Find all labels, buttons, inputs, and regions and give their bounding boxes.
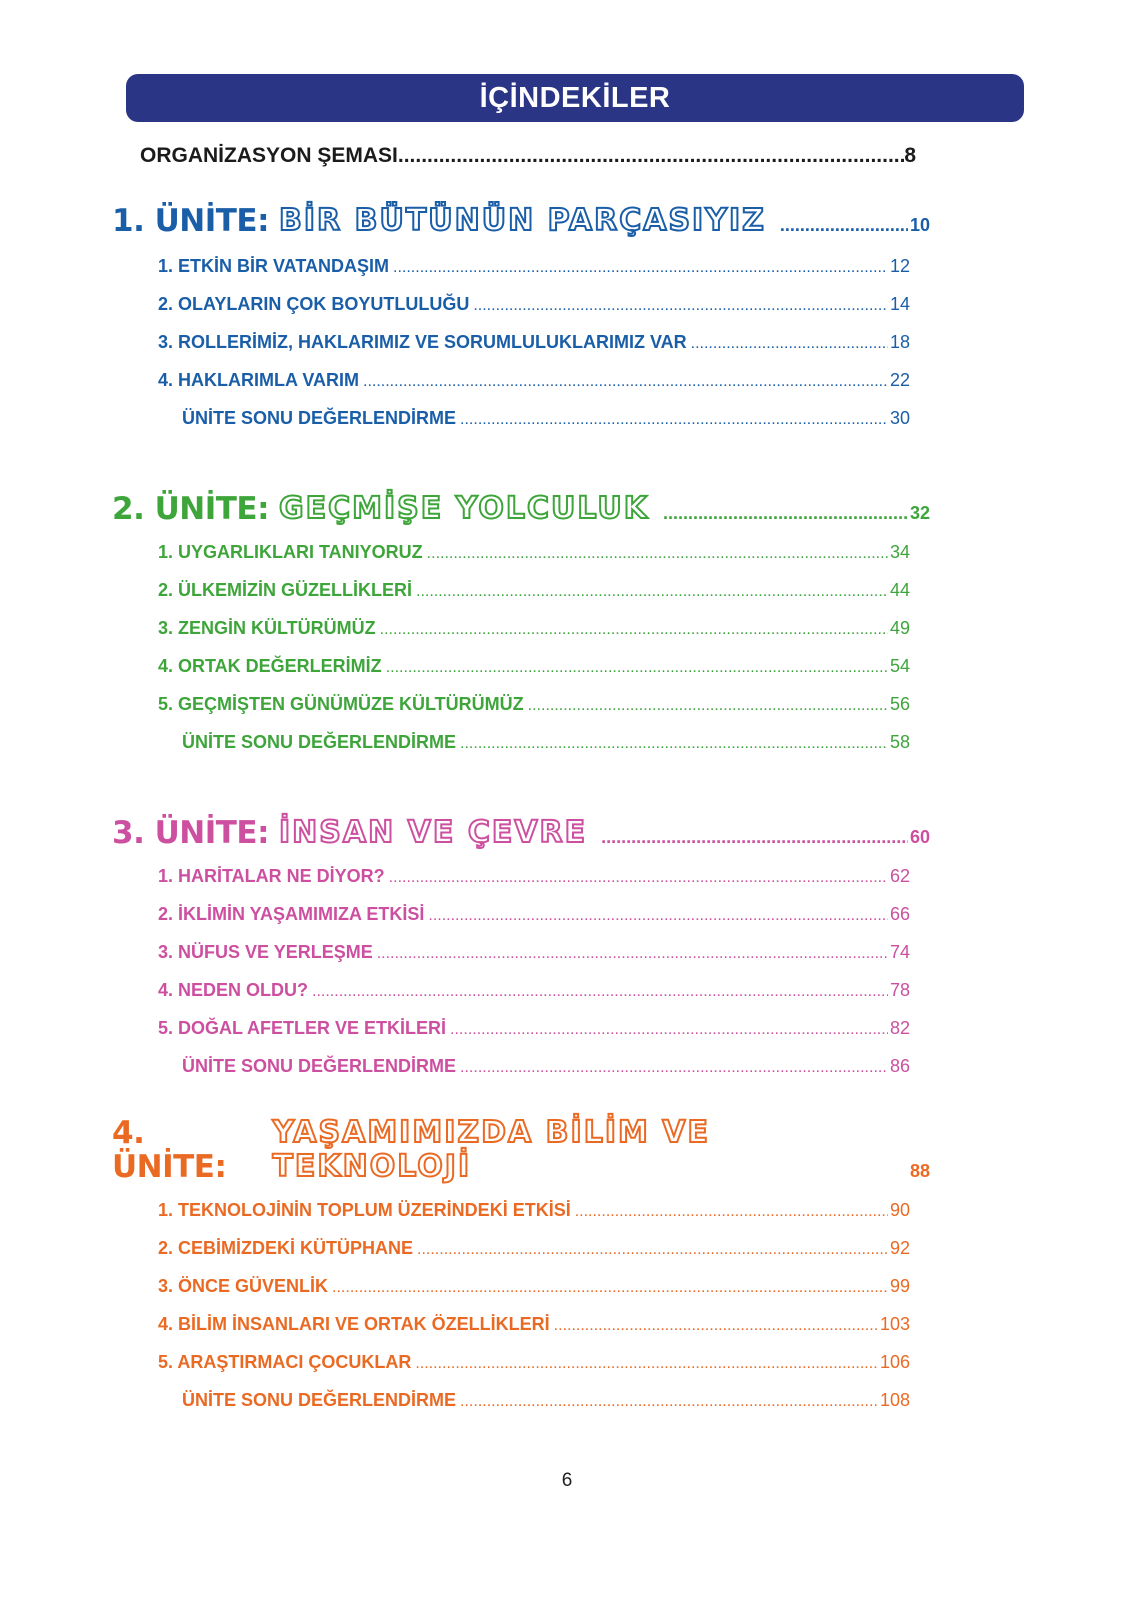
unit-page: 10	[909, 215, 930, 235]
toc-entry-label: 1. ETKİN BİR VATANDAŞIM	[158, 256, 390, 276]
toc-entry-unit-review[interactable]	[158, 1390, 910, 1414]
toc-entry[interactable]	[158, 256, 910, 280]
toc-entry-label: ÜNİTE SONU DEĞERLENDİRME	[182, 408, 457, 428]
dot-leader	[460, 1059, 888, 1077]
toc-entry-page: 99	[889, 1276, 910, 1296]
toc-entry-page: 74	[889, 942, 910, 962]
toc-entry-label: ÜNİTE SONU DEĞERLENDİRME	[182, 1390, 457, 1410]
toc-entry-label: 3. ZENGİN KÜLTÜRÜMÜZ	[158, 618, 376, 638]
dot-leader	[663, 503, 908, 524]
toc-entry-unit-review[interactable]	[158, 408, 910, 432]
toc-entry[interactable]	[158, 1238, 910, 1262]
dot-leader	[460, 1393, 878, 1411]
toc-entry-page: 8	[904, 144, 916, 167]
toc-entry-label: 1. UYGARLIKLARI TANIYORUZ	[158, 542, 423, 562]
toc-entry-page: 14	[889, 294, 910, 314]
toc-entry-page: 18	[889, 332, 910, 352]
dot-leader	[428, 907, 888, 925]
dot-leader	[601, 827, 908, 848]
toc-entry-label: 3. NÜFUS VE YERLEŞME	[158, 942, 373, 962]
toc-entry-label: 5. ARAŞTIRMACI ÇOCUKLAR	[158, 1352, 412, 1372]
toc-entry-page: 86	[889, 1056, 910, 1076]
unit-page: 88	[909, 1161, 930, 1181]
toc-entry[interactable]	[158, 980, 910, 1004]
toc-entry-page: 22	[889, 370, 910, 390]
toc-entry[interactable]	[158, 1200, 910, 1224]
unit-title: İNSAN VE ÇEVRE	[279, 815, 588, 850]
toc-entry[interactable]	[158, 580, 910, 604]
dot-leader	[393, 259, 888, 277]
toc-entry-page: 49	[889, 618, 910, 638]
dot-leader	[780, 215, 908, 236]
toc-entry[interactable]	[158, 1018, 910, 1042]
toc-entry-label: 1. HARİTALAR NE DİYOR?	[158, 866, 385, 886]
toc-entry-organization[interactable]	[140, 144, 916, 174]
toc-entry-page: 66	[889, 904, 910, 924]
toc-entry[interactable]	[158, 694, 910, 718]
dot-leader	[528, 697, 888, 715]
unit-page: 32	[909, 503, 930, 523]
dot-leader	[389, 869, 888, 887]
toc-entry[interactable]	[158, 618, 910, 642]
dot-leader	[416, 583, 888, 601]
toc-entry-unit-review[interactable]	[158, 732, 910, 756]
toc-entry-page: 82	[889, 1018, 910, 1038]
dot-leader	[460, 735, 888, 753]
dot-leader	[377, 945, 888, 963]
toc-entry-unit-review[interactable]	[158, 1056, 910, 1080]
toc-entry[interactable]	[158, 332, 910, 356]
dot-leader	[427, 545, 888, 563]
toc-entry-label: 3. ÖNCE GÜVENLİK	[158, 1276, 329, 1296]
toc-entry[interactable]	[158, 1276, 910, 1300]
dot-leader	[460, 411, 888, 429]
dot-leader	[398, 144, 904, 168]
toc-entry-page: 34	[889, 542, 910, 562]
toc-entry-page: 78	[889, 980, 910, 1000]
toc-entry[interactable]	[158, 1314, 910, 1338]
toc-entry-label: ÜNİTE SONU DEĞERLENDİRME	[182, 732, 457, 752]
unit-page: 60	[909, 827, 930, 847]
toc-entry-label: ORGANİZASYON ŞEMASI	[140, 144, 398, 167]
toc-entry-label: 4. ORTAK DEĞERLERİMİZ	[158, 656, 382, 676]
toc-entry-label: 1. TEKNOLOJİNİN TOPLUM ÜZERİNDEKİ ETKİSİ	[158, 1200, 571, 1220]
toc-entry-label: 4. HAKLARIMLA VARIM	[158, 370, 359, 390]
unit-number: 1. ÜNİTE:	[112, 203, 270, 239]
toc-entry-label: 2. CEBİMİZDEKİ KÜTÜPHANE	[158, 1238, 414, 1258]
unit-title: BİR BÜTÜNÜN PARÇASIYIZ	[279, 203, 766, 238]
toc-entry-label: ÜNİTE SONU DEĞERLENDİRME	[182, 1056, 457, 1076]
page-number: 6	[561, 1470, 573, 1491]
toc-entry[interactable]	[158, 370, 910, 394]
dot-leader	[575, 1203, 888, 1221]
dot-leader	[417, 1241, 888, 1259]
unit-heading-2[interactable]	[112, 486, 930, 526]
toc-entry-page: 108	[879, 1390, 910, 1410]
toc-entry-page: 106	[879, 1352, 910, 1372]
toc-entry-page: 62	[889, 866, 910, 886]
toc-entry[interactable]	[158, 942, 910, 966]
dot-leader	[415, 1355, 878, 1373]
unit-title: GEÇMİŞE YOLCULUK	[279, 491, 650, 526]
toc-entry-page: 54	[889, 656, 910, 676]
unit-number: 4. ÜNİTE:	[112, 1115, 227, 1185]
dot-leader	[473, 297, 888, 315]
contents-title: İÇİNDEKİLER	[479, 81, 671, 114]
dot-leader	[386, 659, 888, 677]
toc-entry[interactable]	[158, 866, 910, 890]
toc-entry-page: 30	[889, 408, 910, 428]
toc-entry[interactable]	[158, 656, 910, 680]
toc-entry[interactable]	[158, 1352, 910, 1376]
toc-entry-label: 2. ÜLKEMİZİN GÜZELLİKLERİ	[158, 580, 412, 600]
toc-entry-label: 3. ROLLERİMİZ, HAKLARIMIZ VE SORUMLULUKLARIMIZ VAR	[158, 332, 687, 352]
unit-heading-3[interactable]	[112, 810, 930, 850]
toc-entry-label: 2. İKLİMİN YAŞAMIMIZA ETKİSİ	[158, 904, 425, 924]
toc-entry-page: 92	[889, 1238, 910, 1258]
toc-entry-label: 5. GEÇMİŞTEN GÜNÜMÜZE KÜLTÜRÜMÜZ	[158, 694, 524, 714]
toc-entry-page: 58	[889, 732, 910, 752]
unit-heading-4[interactable]	[112, 1115, 930, 1185]
toc-entry-label: 5. DOĞAL AFETLER VE ETKİLERİ	[158, 1018, 447, 1038]
dot-leader	[363, 373, 888, 391]
toc-entry-page: 44	[889, 580, 910, 600]
toc-entry-label: 4. NEDEN OLDU?	[158, 980, 309, 1000]
dot-leader	[691, 335, 888, 353]
dot-leader	[332, 1279, 888, 1297]
dot-leader	[380, 621, 888, 639]
unit-number: 2. ÜNİTE:	[112, 491, 270, 527]
toc-entry-page: 12	[889, 256, 910, 276]
unit-title: YAŞAMIMIZDA BİLİM VE TEKNOLOJİ	[272, 1115, 710, 1184]
dot-leader	[450, 1021, 888, 1039]
dot-leader	[312, 983, 888, 1001]
toc-entry-label: 4. BİLİM İNSANLARI VE ORTAK ÖZELLİKLERİ	[158, 1314, 550, 1334]
dot-leader	[554, 1317, 878, 1335]
unit-heading-1[interactable]	[112, 198, 930, 238]
toc-entry[interactable]	[158, 542, 910, 566]
unit-number: 3. ÜNİTE:	[112, 815, 270, 851]
toc-entry[interactable]	[158, 904, 910, 928]
toc-entry-page: 56	[889, 694, 910, 714]
toc-entry-page: 103	[879, 1314, 910, 1334]
toc-entry-label: 2. OLAYLARIN ÇOK BOYUTLULUĞU	[158, 294, 470, 314]
toc-entry[interactable]	[158, 294, 910, 318]
contents-title-bar	[126, 74, 1024, 122]
toc-entry-page: 90	[889, 1200, 910, 1220]
